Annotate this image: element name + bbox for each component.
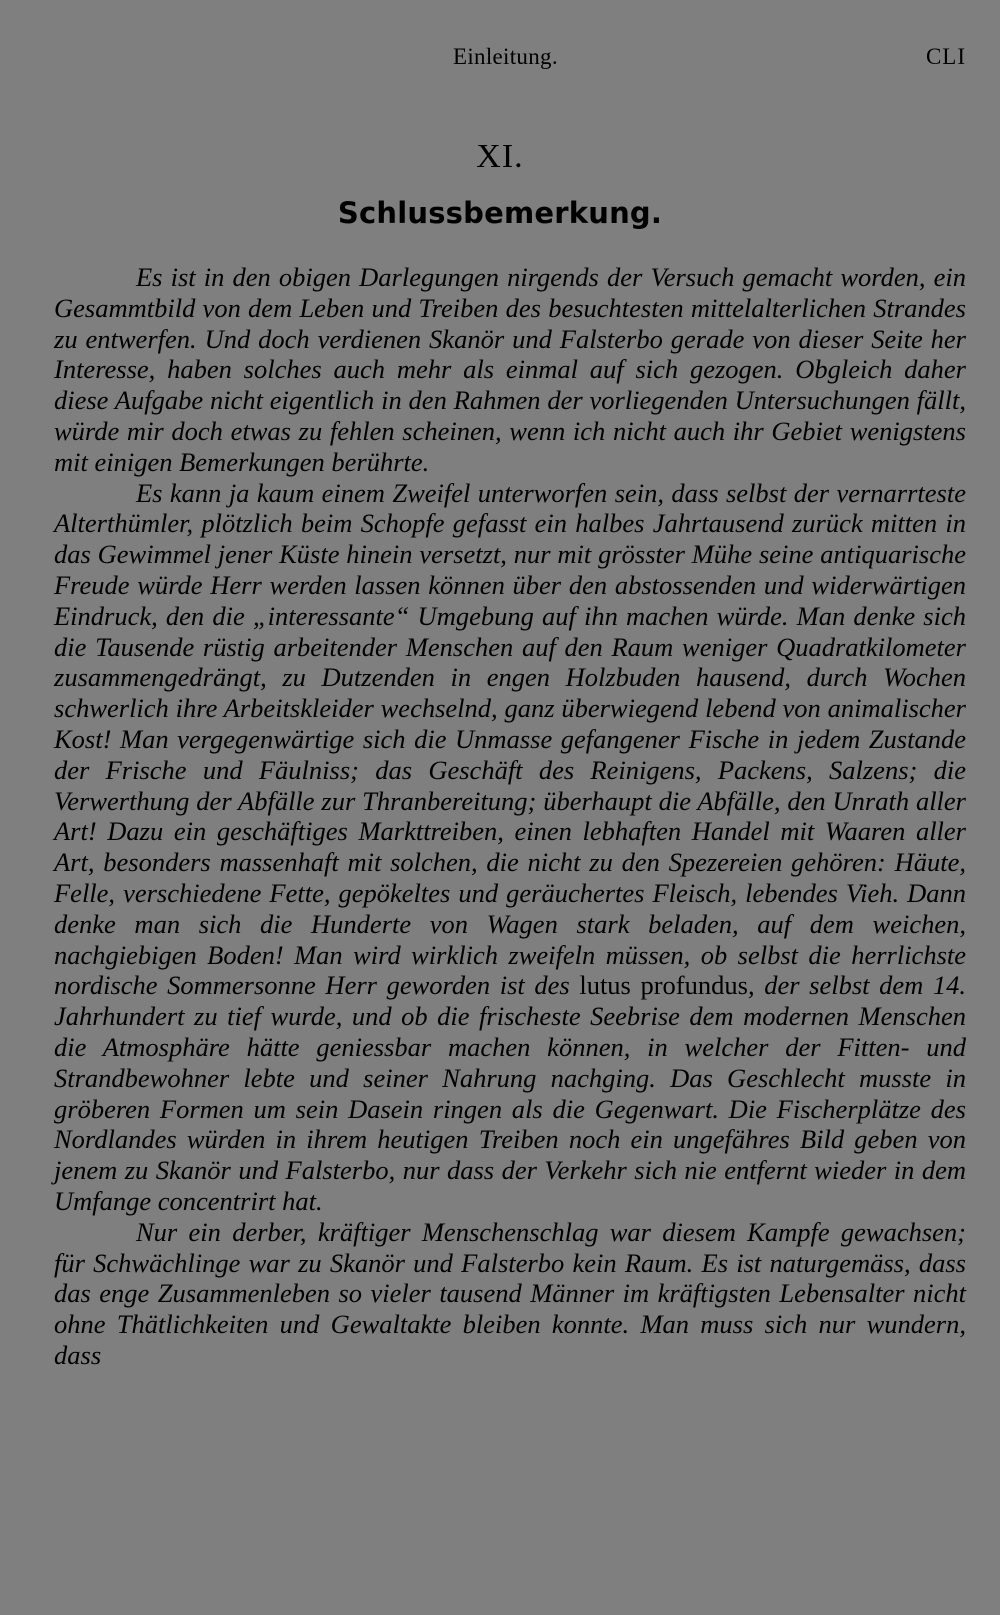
paragraph-3 <box>54 1217 966 1371</box>
latin-phrase: lutus profundus <box>579 970 748 1001</box>
section-number: XI. <box>476 138 524 175</box>
paragraph-2-text-a: Es kann ja kaum einem Zweifel unterworfen sein, dass selbst der vernarrteste Alterthümler, plötzlich beim Schopfe gefasst ein halbes Jahrtausend zurück mitten in das Gewimmel jener Küste hinein versetzt, nur mit grösster Mühe seine antiquarische Freude würde Herr werden lassen können über den abstossenden und widerwärtigen Eindruck, den die „interessante“ Umgebung auf ihn machen würde. Man denke sich die Tausende rüstig arbeitender Menschen auf den Raum weniger Quadratkilometer zusammengedrängt, zu Dutzenden in engen Holzbuden hausend, durch Wochen schwerlich ihre Arbeitskleider wechselnd, ganz überwiegend lebend von animalischer Kost! Man vergegenwärtige sich die Unmasse gefangener Fische in jedem Zustande der Frische und Fäulniss; das Geschäft des Reinigens, Packens, Salzens; die Verwerthung der Abfälle zur Thranbereitung; überhaupt die Abfälle, den Unrath aller Art! Dazu ein geschäftiges Markttreiben, einen lebhaften Handel mit Waaren aller Art, besonders massenhaft mit solchen, die nicht zu den Spezereien gehören: Häute, Felle, verschiedene Fette, gepökeltes und geräuchertes Fleisch, lebendes Vieh. Dann denke man sich die Hunderte von Wagen stark beladen, auf dem weichen, nachgiebigen Boden! Man wird wirklich zweifeln müssen, ob selbst die herrlichste nordische Sommersonne Herr geworden ist des <box>54 477 966 1001</box>
body-text <box>54 262 966 1371</box>
running-title: Einleitung. <box>453 44 558 69</box>
paragraph-1-text: Es ist in den obigen Darlegungen nirgends der Versuch gemacht worden, ein Gesammtbild von dem Leben und Treiben des besuchtesten mittelalterlichen Strandes zu entwerfen. Und doch verdienen Skanör und Falsterbo gerade von dieser Seite her Interesse, haben solches auch mehr als einmal auf sich gezogen. Obgleich daher diese Aufgabe nicht eigentlich in den Rahmen der vorliegenden Untersuchungen fällt, würde mir doch etwas zu fehlen scheinen, wenn ich nicht auch ihr Gebiet wenigstens mit einigen Bemerkungen berührte. <box>54 262 966 477</box>
running-header <box>0 44 1000 78</box>
page-number: CLI <box>925 44 966 69</box>
paragraph-2-text-b: , der selbst dem 14. Jahrhundert zu tief wurde, und ob die frischeste Seebrise dem modernen Menschen die Atmosphäre hätte geniessbar machen können, in welcher der Fitten- und Strandbewohner lebte und seiner Nahrung nachging. Das Geschlecht musste in gröberen Formen um sein Dasein ringen als die Gegenwart. Die Fischerplätze des Nordlandes würden in ihrem heutigen Treiben noch ein ungefähres Bild geben von jenem zu Skanör und Falsterbo, nur dass der Verkehr sich nie entfernt wieder in dem Umfange concentrirt hat. <box>54 970 967 1216</box>
section-title: Schlussbemerkung. <box>337 196 663 230</box>
paragraph-3-text: Nur ein derber, kräftiger Menschenschlag war diesem Kampfe gewachsen; für Schwächlinge war zu Skanör und Falsterbo kein Raum. Es ist naturgemäss, dass das enge Zusammenleben so vieler tausend Männer im kräftigsten Lebensalter nicht ohne Thätlichkeiten und Gewaltakte bleiben konnte. Man muss sich nur wundern, dass <box>54 1216 966 1370</box>
paragraph-1 <box>54 262 966 478</box>
paragraph-2 <box>54 478 966 1217</box>
